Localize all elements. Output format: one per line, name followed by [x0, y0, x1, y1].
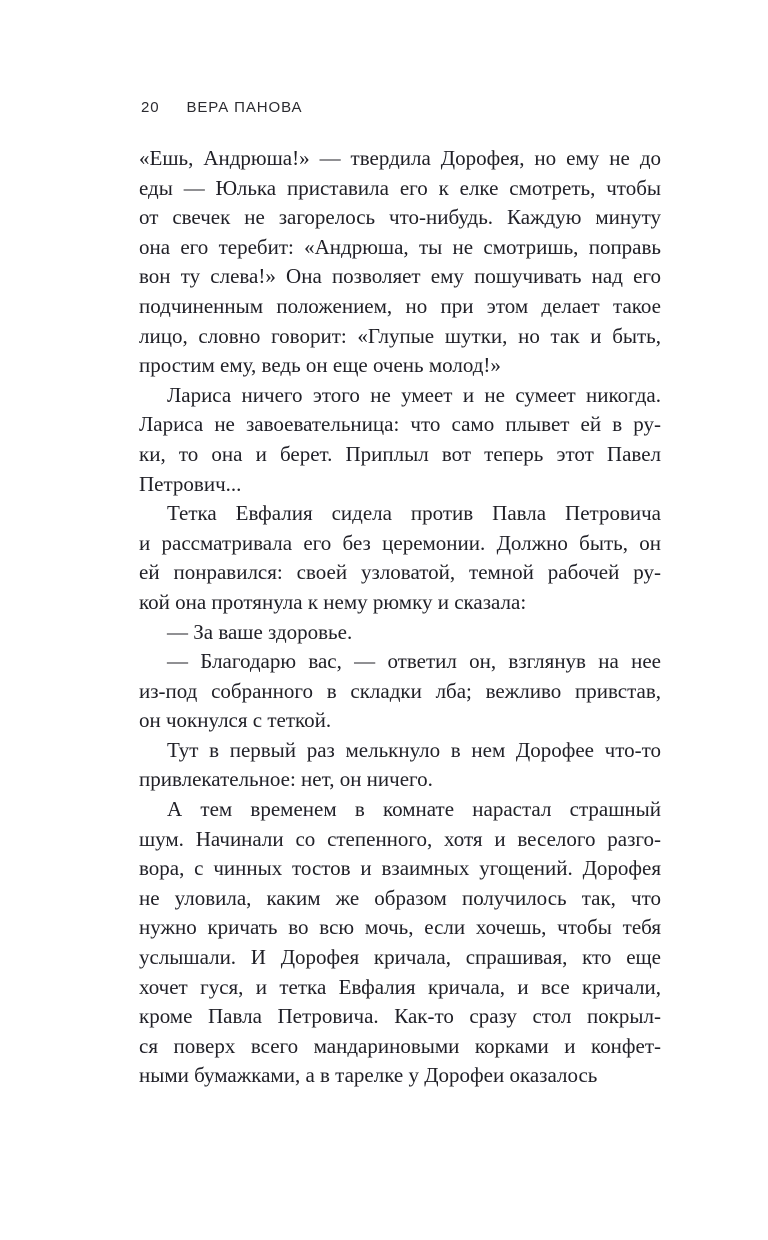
text-line: она его теребит: «Андрюша, ты не смотришь, поправь	[139, 234, 661, 259]
text-line: Петрович...	[139, 471, 242, 496]
text-line: вон ту слева!» Она позволяет ему пошучивать над его	[139, 264, 661, 289]
text-line: Лариса не завоевательница: что само плывет ей в ру-	[139, 412, 661, 437]
text-line: нужно кричать во всю мочь, если хочешь, чтобы тебя	[139, 915, 661, 940]
page-number: 20	[141, 99, 160, 116]
text-line: подчиненным положением, но при этом делает такое	[139, 293, 661, 318]
page-header	[141, 100, 302, 115]
text-line: из-под собранного в складки лба; вежливо привстав,	[139, 678, 661, 703]
text-line: А тем временем в комнате нарастал страшный	[167, 797, 661, 822]
text-line: он чокнулся с теткой.	[139, 708, 332, 733]
text-line: ки, то она и берет. Приплыл вот теперь этот Павел	[139, 441, 661, 466]
text-line: простим ему, ведь он еще очень молод!»	[139, 353, 501, 378]
text-block	[139, 144, 661, 1091]
text-line: — За ваше здоровье.	[167, 619, 353, 644]
text-line: ными бумажками, а в тарелке у Дорофеи оказалось	[139, 1063, 598, 1088]
text-line: Тетка Евфалия сидела против Павла Петровича	[167, 501, 661, 526]
text-line: шум. Начинали со степенного, хотя и веселого разго-	[139, 826, 661, 851]
text-line: и рассматривала его без церемонии. Должно быть, он	[139, 530, 661, 555]
text-line: услышали. И Дорофея кричала, спрашивая, кто еще	[139, 945, 661, 970]
text-line: Тут в первый раз мелькнуло в нем Дорофее что-то	[167, 737, 661, 762]
running-head: ВЕРА ПАНОВА	[186, 99, 303, 116]
text-line: ся поверх всего мандариновыми корками и конфет-	[139, 1033, 661, 1058]
text-line: Лариса ничего этого не умеет и не сумеет никогда.	[167, 382, 661, 407]
text-line: вора, с чинных тостов и взаимных угощений. Дорофея	[139, 856, 661, 881]
text-line: привлекательное: нет, он ничего.	[139, 767, 433, 792]
text-line: не уловила, каким же образом получилось так, что	[139, 885, 661, 910]
text-line: хочет гуся, и тетка Евфалия кричала, и все кричали,	[139, 974, 661, 999]
text-line: еды — Юлька приставила его к елке смотреть, чтобы	[139, 175, 661, 200]
text-line: лицо, словно говорит: «Глупые шутки, но так и быть,	[139, 323, 661, 348]
text-line: — Благодарю вас, — ответил он, взглянув на нее	[167, 649, 661, 674]
text-line: ей понравился: своей узловатой, темной рабочей ру-	[139, 560, 661, 585]
text-line: кой она протянула к нему рюмку и сказала:	[139, 589, 527, 614]
text-line: кроме Павла Петровича. Как-то сразу стол покрыл-	[139, 1004, 661, 1029]
text-line: от свечек не загорелось что-нибудь. Каждую минуту	[139, 205, 661, 230]
text-line: «Ешь, Андрюша!» — твердила Дорофея, но ему не до	[139, 146, 661, 170]
